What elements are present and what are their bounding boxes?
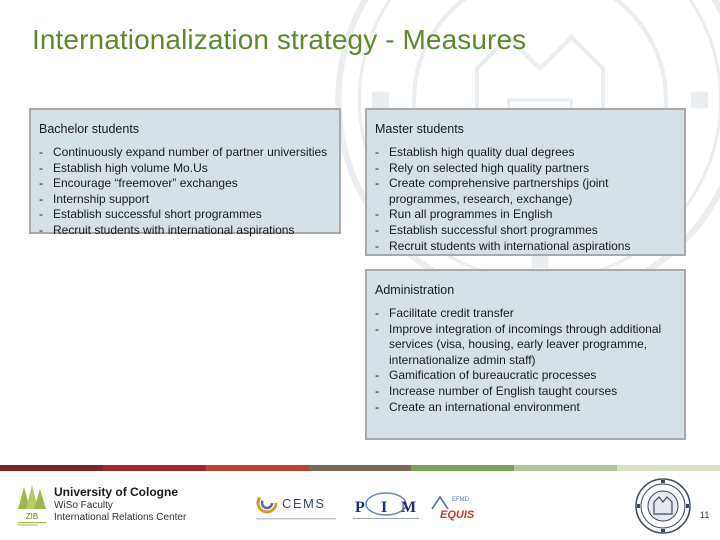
page-title: Internationalization strategy - Measures bbox=[32, 24, 527, 55]
list-item: - Rely on selected high quality partners bbox=[375, 161, 676, 177]
administration-heading: Administration bbox=[375, 283, 455, 297]
page-number: 11 bbox=[700, 510, 710, 520]
list-item: - Establish successful short programmes bbox=[39, 207, 331, 223]
list-item: - Run all programmes in English bbox=[375, 207, 676, 223]
pim-m: M bbox=[401, 499, 417, 516]
list-item: - Create an international environment bbox=[375, 400, 676, 416]
list-item: - Recruit students with international aspirations bbox=[39, 223, 331, 239]
cems-text: CEMS bbox=[282, 496, 326, 511]
list-item: - Gamification of bureaucratic processes bbox=[375, 368, 676, 384]
list-item: - Establish high quality dual degrees bbox=[375, 145, 676, 161]
equis-logo bbox=[428, 487, 478, 525]
cems-logo bbox=[254, 489, 340, 525]
master-heading: Master students bbox=[375, 122, 464, 136]
zib-logo-text: ZIB bbox=[25, 512, 39, 521]
bachelor-list bbox=[39, 145, 331, 239]
list-item: - Internship support bbox=[39, 192, 331, 208]
list-item: - Establish successful short programmes bbox=[375, 223, 676, 239]
equis-text: EQUIS bbox=[440, 509, 475, 521]
strip-segment bbox=[206, 465, 309, 471]
administration-box bbox=[365, 269, 686, 440]
strip-segment bbox=[103, 465, 206, 471]
center-name: International Relations Center bbox=[54, 512, 187, 523]
bachelor-students-box bbox=[29, 108, 341, 237]
master-students-box bbox=[365, 108, 686, 256]
university-seal bbox=[634, 477, 692, 535]
master-list bbox=[375, 145, 676, 254]
efmd-text: EFMD bbox=[452, 497, 469, 503]
pim-i: I bbox=[381, 499, 388, 516]
list-item: - Increase number of English taught courses bbox=[375, 384, 676, 400]
strip-segment bbox=[309, 465, 412, 471]
list-item: - Improve integration of incomings through additional services (visa, housing, early leaver programme, internationalize admin staff) bbox=[375, 322, 676, 369]
strip-segment bbox=[617, 465, 720, 471]
administration-list bbox=[375, 306, 676, 415]
pim-p: P bbox=[355, 499, 365, 516]
strip-segment bbox=[514, 465, 617, 471]
footer-color-strip bbox=[0, 465, 720, 471]
faculty-name: WiSo Faculty bbox=[54, 500, 113, 511]
bachelor-heading: Bachelor students bbox=[39, 122, 140, 136]
list-item: - Continuously expand number of partner universities bbox=[39, 145, 331, 161]
zib-logo bbox=[16, 481, 48, 527]
strip-segment bbox=[0, 465, 103, 471]
strip-segment bbox=[411, 465, 514, 471]
list-item: - Encourage “freemover” exchanges bbox=[39, 176, 331, 192]
list-item: - Create comprehensive partnerships (joint programmes, research, exchange) bbox=[375, 176, 676, 207]
pim-logo bbox=[349, 490, 423, 526]
list-item: - Establish high volume Mo.Us bbox=[39, 161, 331, 177]
list-item: - Facilitate credit transfer bbox=[375, 306, 676, 322]
university-name: University of Cologne bbox=[54, 485, 179, 499]
list-item: - Recruit students with international aspirations bbox=[375, 239, 676, 255]
